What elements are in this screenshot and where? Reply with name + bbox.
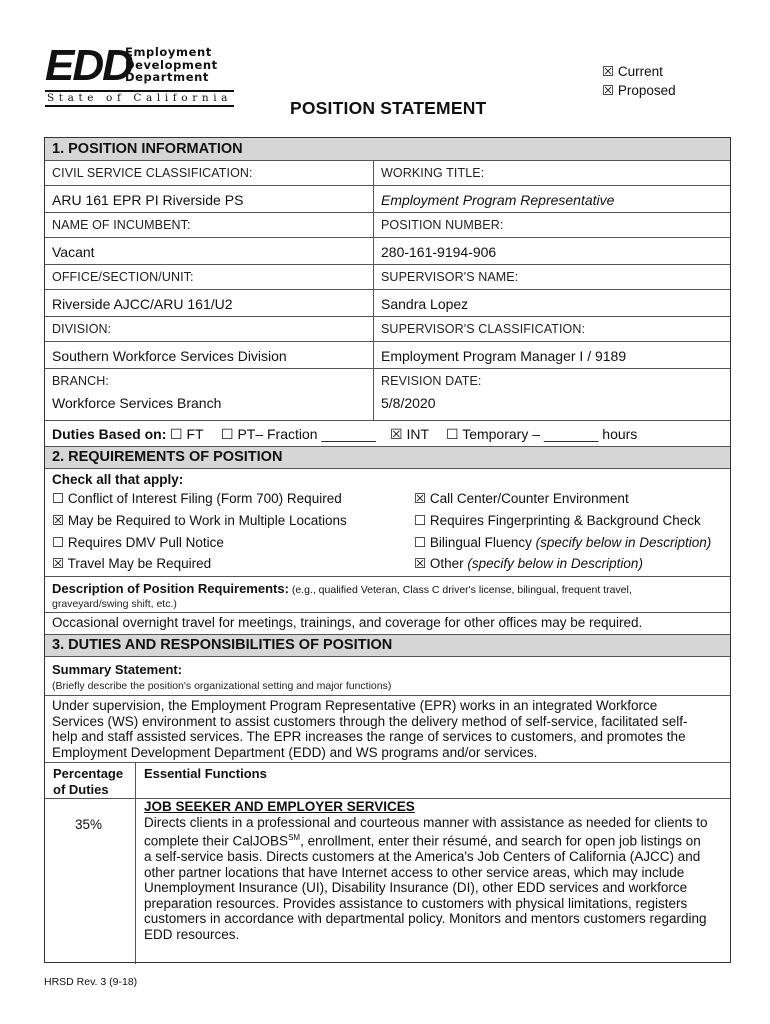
temporary-checkbox[interactable]: ☐ Temporary – _______ hours [446, 426, 638, 442]
section-2-heading: 2. REQUIREMENTS OF POSITION [45, 447, 730, 468]
incumbent-label: NAME OF INCUMBENT: [52, 218, 191, 232]
duty-title: JOB SEEKER AND EMPLOYER SERVICES [144, 799, 415, 814]
duties-based-label: Duties Based on: [52, 426, 167, 442]
logo-department-name: Employment Development Department [125, 45, 218, 84]
civil-service-label: CIVIL SERVICE CLASSIFICATION: [52, 166, 253, 180]
incumbent-field[interactable]: Vacant [52, 244, 95, 260]
supervisor-class-field[interactable]: Employment Program Manager I / 9189 [381, 348, 627, 364]
description-requirements-field[interactable]: Occasional overnight travel for meetings, trainings, and coverage for other offices may be required. [52, 615, 643, 630]
int-checkbox[interactable]: ☒ INT [390, 426, 429, 442]
section-1-heading: 1. POSITION INFORMATION [45, 138, 730, 160]
summary-statement-field[interactable]: Under supervision, the Employment Program Representative (EPR) works in an integrated Workforce Services (WS) environment to assist customers through the delivery method of self-service, facilitated self- help and staff assisted services. The EPR increases the range of services to customers, and promotes the Employment Development Department (EDD) and WS programs and/or services. [52, 698, 688, 760]
current-checkbox[interactable]: ☒ Current [602, 64, 663, 79]
duty-percentage[interactable]: 35% [75, 817, 103, 832]
office-label: OFFICE/SECTION/UNIT: [52, 270, 194, 284]
working-title-label: WORKING TITLE: [381, 166, 485, 180]
supervisor-name-label: SUPERVISOR'S NAME: [381, 270, 519, 284]
check-all-label: Check all that apply: [52, 472, 184, 487]
revision-date-label: REVISION DATE: [381, 374, 482, 388]
division-label: DIVISION: [52, 322, 112, 336]
revision-date-field[interactable]: 5/8/2020 [381, 395, 436, 411]
supervisor-name-field[interactable]: Sandra Lopez [381, 296, 469, 312]
division-field[interactable]: Southern Workforce Services Division [52, 348, 287, 364]
branch-label: BRANCH: [52, 374, 109, 388]
summary-statement-hint: (Briefly describe the position's organizational setting and major functions) [52, 680, 392, 692]
logo-state: State of California [45, 90, 234, 107]
position-statement-form [44, 137, 731, 963]
multiple-locations-checkbox[interactable]: ☒ May be Required to Work in Multiple Locations [52, 513, 347, 528]
branch-field[interactable]: Workforce Services Branch [52, 395, 222, 411]
working-title-field[interactable]: Employment Program Representative [381, 192, 615, 208]
logo-letters: EDD [45, 41, 132, 90]
fingerprinting-checkbox[interactable]: ☐ Requires Fingerprinting & Background Check [414, 513, 701, 528]
office-field[interactable]: Riverside AJCC/ARU 161/U2 [52, 296, 233, 312]
summary-statement-label: Summary Statement: [52, 662, 183, 677]
percentage-header: Percentage of Duties [53, 766, 124, 797]
other-checkbox[interactable]: ☒ Other (specify below in Description) [414, 556, 643, 571]
call-center-checkbox[interactable]: ☒ Call Center/Counter Environment [414, 491, 629, 506]
bilingual-fluency-checkbox[interactable]: ☐ Bilingual Fluency (specify below in Description) [414, 535, 712, 550]
dmv-pull-notice-checkbox[interactable]: ☐ Requires DMV Pull Notice [52, 535, 224, 550]
proposed-checkbox[interactable]: ☒ Proposed [602, 83, 676, 98]
pt-checkbox[interactable]: ☐ PT– Fraction _______ [221, 426, 376, 442]
supervisor-class-label: SUPERVISOR'S CLASSIFICATION: [381, 322, 586, 336]
form-revision-footer: HRSD Rev. 3 (9-18) [44, 976, 138, 988]
travel-required-checkbox[interactable]: ☒ Travel May be Required [52, 556, 212, 571]
page-title: POSITION STATEMENT [290, 98, 487, 118]
section-3-heading: 3. DUTIES AND RESPONSIBILITIES OF POSITION [45, 635, 730, 656]
duty-description[interactable]: JOB SEEKER AND EMPLOYER SERVICES Directs clients in a professional and courteous manner with assistance as needed for clients to complete their CalJOBS℠, enrollment, enter their résumé, and search for open job listings on a self-service basis. Directs customers at the America's Job Centers of California (AJCC) and other partner locations that have Internet access to other service areas, which may include Unemployment Insurance (UI), Disability Insurance (DI), other EDD services and workforce preparation resources. Provides assistance to customers with physical limitations, registers customers in accordance with departmental policy. Monitors and mentors customers regarding EDD resources. [144, 799, 729, 942]
position-number-field[interactable]: 280-161-9194-906 [381, 244, 497, 260]
ft-checkbox[interactable]: ☐ FT [170, 426, 204, 442]
essential-functions-header: Essential Functions [144, 766, 267, 781]
civil-service-field[interactable]: ARU 161 EPR PI Riverside PS [52, 192, 244, 208]
description-requirements-hint: graveyard/swing shift, etc.) [52, 598, 177, 610]
edd-logo [45, 41, 233, 106]
position-number-label: POSITION NUMBER: [381, 218, 504, 232]
description-requirements-label: Description of Position Requirements: (e.g., qualified Veteran, Class C driver's license, bilingual, frequent travel, [52, 581, 632, 596]
conflict-interest-checkbox[interactable]: ☐ Conflict of Interest Filing (Form 700) Required [52, 491, 342, 506]
